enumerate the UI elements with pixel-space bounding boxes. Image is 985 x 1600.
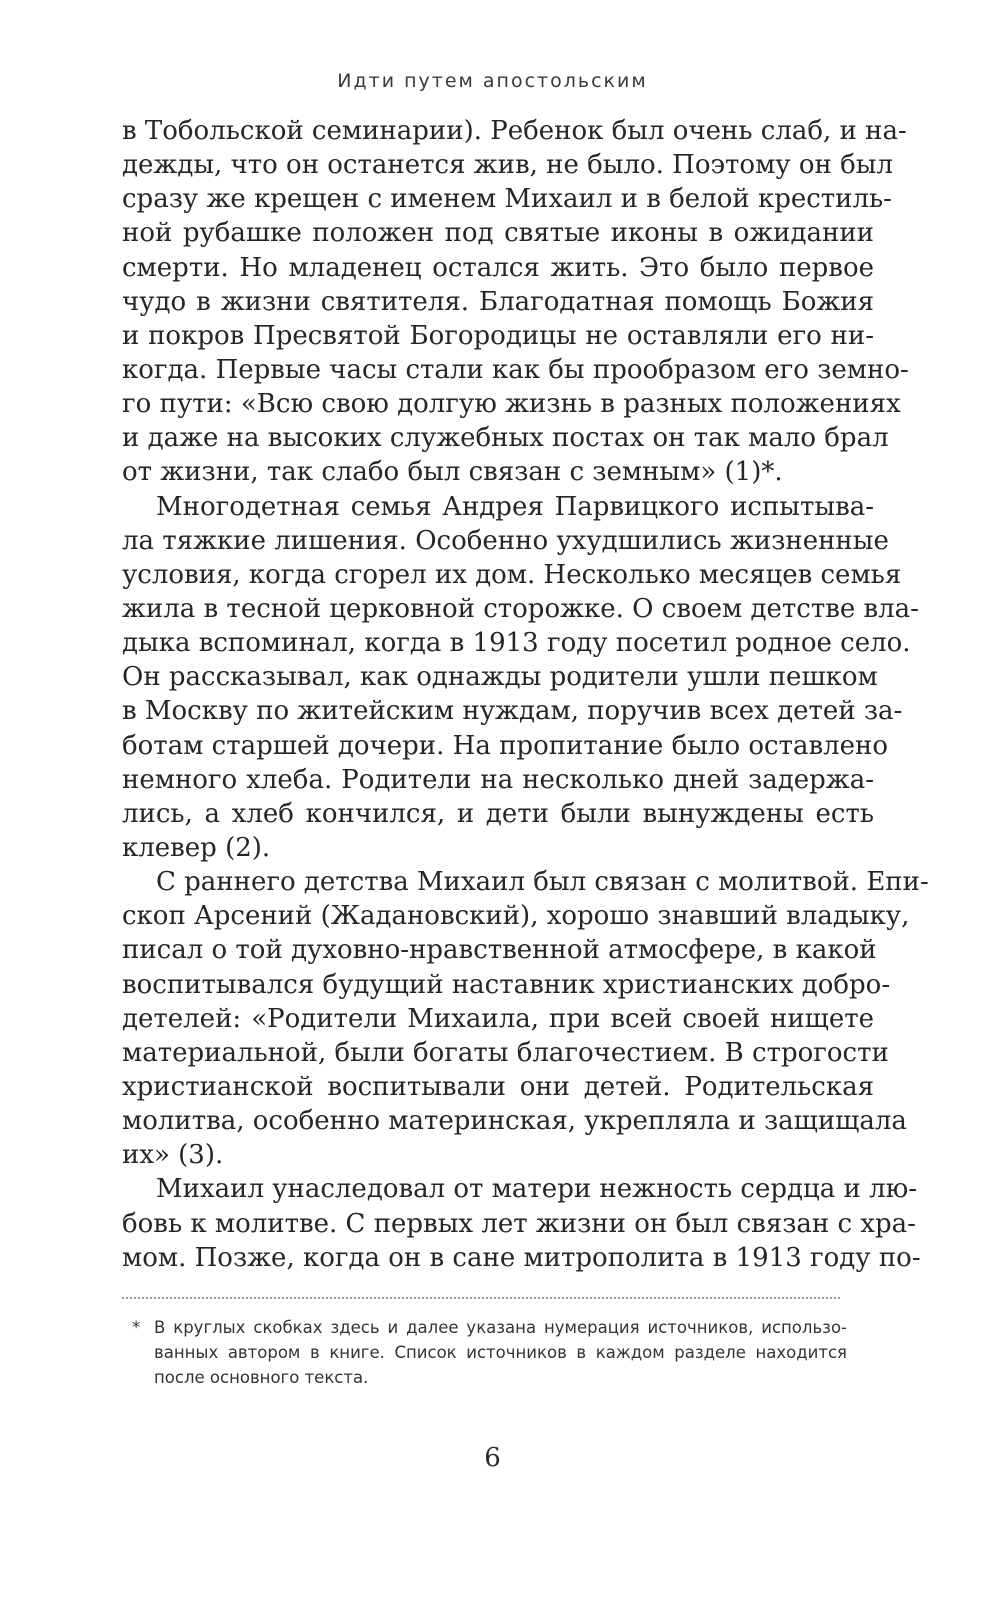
text-line: ной рубашке положен под святые иконы в ожидании [122, 218, 874, 249]
running-head: Идти путем апостольским [337, 70, 648, 92]
text-line: и покров Пресвятой Богородицы не оставляли его ни- [122, 320, 874, 351]
text-line: бовь к молитве. С первых лет жизни он был связан с хра- [122, 1208, 916, 1239]
footnote-marker: * [132, 1318, 141, 1337]
text-line: чудо в жизни святителя. Благодатная помощь Божия [122, 286, 874, 317]
footnote-line: ванных автором в книге. Список источников в каждом разделе находится [154, 1343, 847, 1362]
text-line: скоп Арсений (Жадановский), хорошо знавший владыку, [122, 901, 910, 932]
text-line: и даже на высоких служебных постах он так мало брал [122, 423, 889, 454]
text-line: от жизни, так слабо был связан с земным» (1)*. [122, 457, 783, 488]
text-line: С раннего детства Михаил был связан с молитвой. Епи- [156, 867, 929, 898]
text-line: мом. Позже, когда он в сане митрополита в 1913 году по- [122, 1242, 921, 1273]
text-line: в Тобольской семинарии). Ребенок был очень слаб, и на- [122, 116, 907, 146]
footnote [122, 1315, 847, 1390]
text-line: молитва, особенно материнская, укрепляла и защищала [122, 1106, 907, 1137]
text-line: дежды, что он останется жив, не было. Поэтому он был [122, 150, 893, 181]
text-line: христианской воспитывали они детей. Родительская [122, 1071, 874, 1102]
text-line: материальной, были богаты благочестием. В строгости [122, 1037, 889, 1068]
text-line: ла тяжкие лишения. Особенно ухудшились жизненные [122, 525, 889, 556]
text-line: го пути: «Всю свою долгую жизнь в разных положениях [122, 389, 901, 420]
body-text [122, 114, 929, 1275]
text-line: Многодетная семья Андрея Парвицкого испытыва- [156, 491, 874, 522]
text-line: условия, когда сгорел их дом. Несколько месяцев семья [122, 559, 902, 590]
text-line: Он рассказывал, как однажды родители ушли пешком [122, 662, 878, 693]
text-line: их» (3). [122, 1140, 224, 1171]
text-line: клевер (2). [122, 832, 271, 863]
text-line: смерти. Но младенец остался жить. Это было первое [122, 252, 874, 283]
footnote-divider [122, 1297, 840, 1299]
text-line: сразу же крещен с именем Михаил и в белой крестиль- [122, 184, 892, 215]
text-line: детелей: «Родители Михаила, при всей своей нищете [122, 1003, 874, 1034]
text-line: немного хлеба. Родители на несколько дней задержа- [122, 764, 874, 795]
text-line: Михаил унаследовал от матери нежность сердца и лю- [156, 1174, 918, 1205]
text-line: в Москву по житейским нуждам, поручив всех детей за- [122, 696, 903, 727]
text-line: лись, а хлеб кончился, и дети были вынуждены есть [122, 798, 874, 829]
text-line: воспитывался будущий наставник христианских добро- [122, 969, 891, 1000]
text-line: жила в тесной церковной сторожке. О своем детстве вла- [122, 593, 919, 624]
footnote-line: после основного текста. [154, 1368, 369, 1387]
text-line: дыка вспоминал, когда в 1913 году посетил родное село. [122, 628, 911, 659]
footnote-line: В круглых скобках здесь и далее указана нумерация источников, использо- [154, 1318, 847, 1337]
text-line: ботам старшей дочери. На пропитание было оставлено [122, 730, 888, 761]
page-number: 6 [484, 1443, 501, 1473]
text-line: когда. Первые часы стали как бы прообразом его земно- [122, 354, 909, 385]
text-line: писал о той духовно-нравственной атмосфере, в какой [122, 935, 877, 966]
